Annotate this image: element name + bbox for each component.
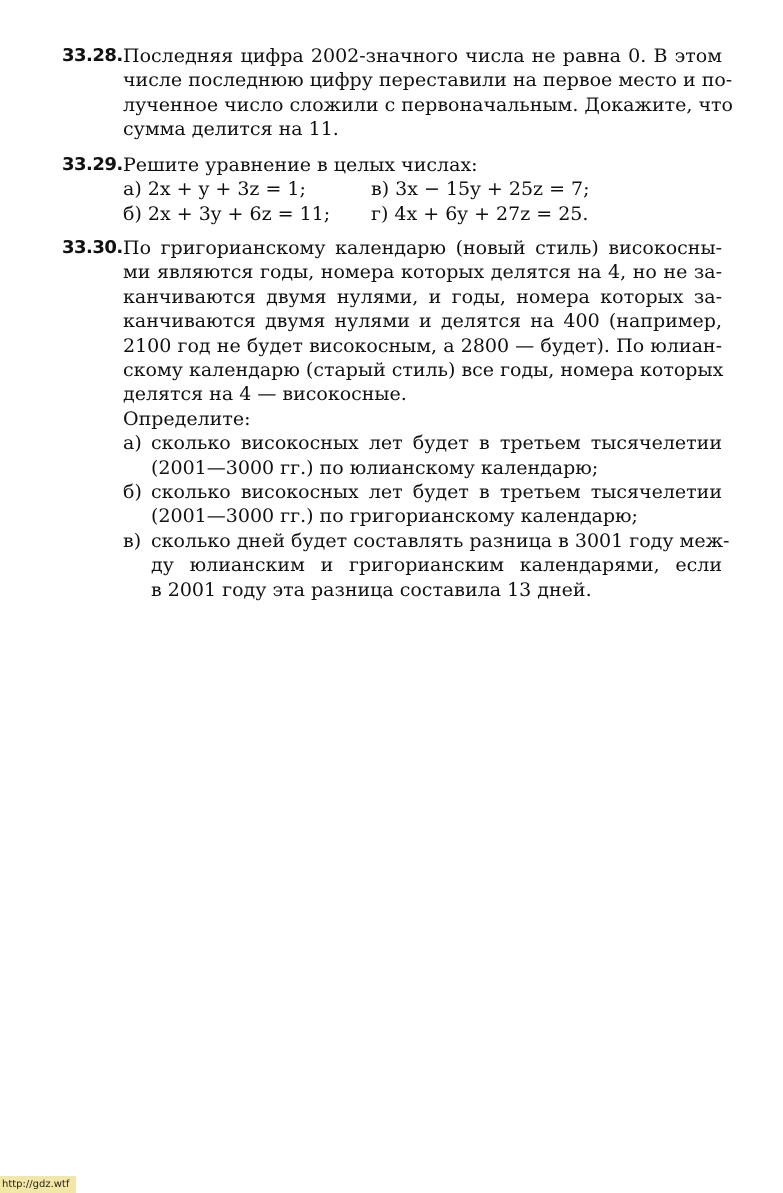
problem-text xyxy=(123,44,733,142)
text-line: Решите уравнение в целых числах: xyxy=(123,154,478,176)
sub-item-v xyxy=(123,529,730,602)
problem-number: 33.29. xyxy=(62,154,123,175)
text-line: ду юлианским и григорианским календарями, если xyxy=(151,554,722,577)
text-line: числе последнюю цифру переставили на первое место и по- xyxy=(123,69,733,92)
text-line: Последняя цифра 2002-значного числа не равна 0. В этом xyxy=(123,45,722,67)
text-line: (2001—3000 гг.) по юлианскому календарю; xyxy=(151,456,599,479)
equation-v: в) 3x − 15y + 25z = 7; xyxy=(371,178,590,201)
item-marker: а) xyxy=(123,432,142,455)
text-line: канчиваются двумя нулями и делятся на 400 (например, xyxy=(123,310,722,333)
problem-text xyxy=(123,236,722,431)
problem-33-28 xyxy=(62,44,733,142)
text-line: сколько високосных лет будет в третьем тысячелетии xyxy=(151,481,722,504)
equation-row xyxy=(123,202,722,226)
text-line: сколько високосных лет будет в третьем тысячелетии xyxy=(151,432,722,455)
problem-number: 33.30. xyxy=(62,237,123,258)
problem-33-30 xyxy=(62,236,730,602)
problem-intro xyxy=(123,153,722,177)
text-line: сумма делится на 11. xyxy=(123,118,339,141)
text-line: ми являются годы, номера которых делятся на 4, но не за- xyxy=(123,261,722,284)
text-line: лученное число сложили с первоначальным. Докажите, что xyxy=(123,93,733,116)
equation-g: г) 4x + 6y + 27z = 25. xyxy=(371,202,589,225)
sub-item-a xyxy=(123,431,722,480)
text-line: 2100 год не будет високосным, а 2800 — будет). По юлиан- xyxy=(123,334,722,357)
problem-33-29 xyxy=(62,153,722,226)
determine-label: Определите: xyxy=(123,407,251,430)
text-line: скому календарю (старый стиль) все годы, номера которых xyxy=(123,359,724,382)
item-marker: б) xyxy=(123,481,142,504)
equation-b: б) 2x + 3y + 6z = 11; xyxy=(123,202,331,225)
equation-row xyxy=(123,177,722,201)
source-url-label[interactable]: http://gdz.wtf xyxy=(0,1176,76,1193)
sub-item-b xyxy=(123,480,722,529)
text-line: в 2001 году эта разница составила 13 дней. xyxy=(151,578,592,601)
text-line: По григорианскому календарю (новый стиль) високосны- xyxy=(123,237,722,259)
text-line: канчиваются двумя нулями, и годы, номера которых за- xyxy=(123,285,722,308)
problem-number: 33.28. xyxy=(62,45,123,66)
text-line: сколько дней будет составлять разница в 3001 году меж- xyxy=(151,529,730,552)
item-marker: в) xyxy=(123,529,142,552)
text-line: (2001—3000 гг.) по григорианскому календарю; xyxy=(151,505,638,528)
text-line: делятся на 4 — високосные. xyxy=(123,383,407,406)
equation-a: а) 2x + y + 3z = 1; xyxy=(123,178,306,201)
